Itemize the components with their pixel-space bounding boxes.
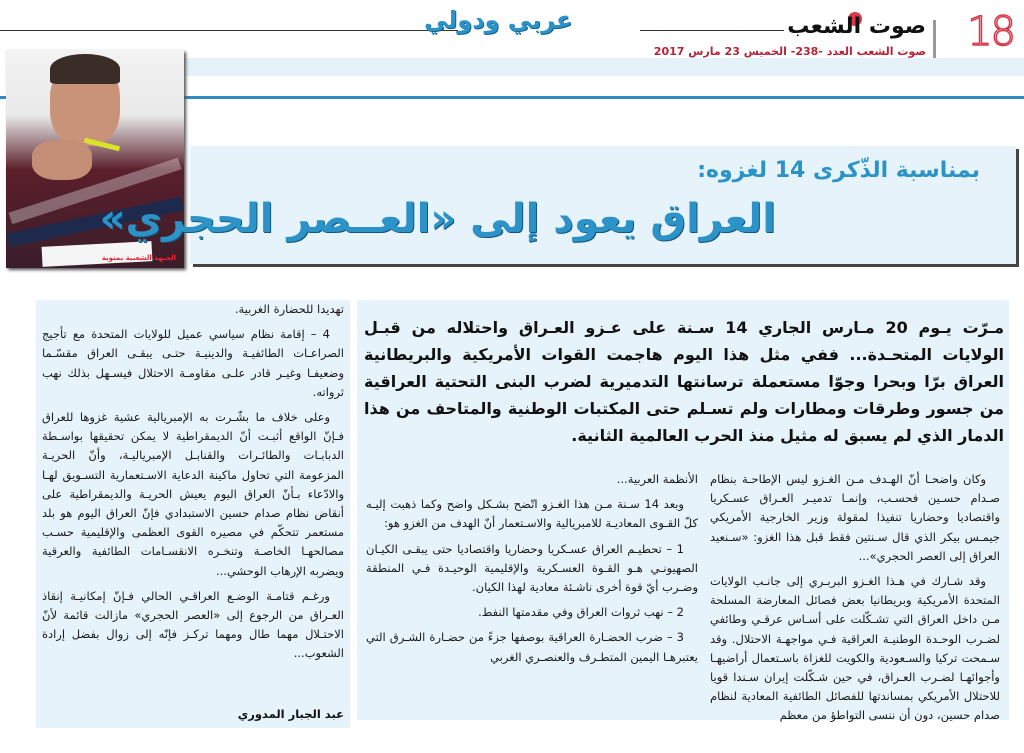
article-headline: العراق يعود إلى «العــصر الحجري» <box>99 196 776 242</box>
paragraph: تهديدا للحضارة الغربية. <box>234 302 344 316</box>
column-right <box>710 470 1000 732</box>
paragraph: وبعد 14 سـنة مـن هذا الغـزو اتّضح بشـكل واضح وكما ذهبت إليـه كلّ القـوى المعاديـة للامبريالية والاسـتعمار أنّ الهدف من الغزو هو: <box>366 497 698 531</box>
photo-credit: الجبهة الشعبية بمنوبة <box>101 254 176 262</box>
article-lead: مـرّت يـوم 20 مـارس الجاري 14 سـنة على عـزو العـراق واحتلاله من قبـل الولايات المتحـدة... ففي مثل هذا اليوم هاجمت القوات الأمريكية والبريطانية العراق برّا وبحرا وجوّا مستعملة ترسانتها التدميرية لضرب البنى التحتية العراقية من جسور وطرقات ومطارات ولم تسـلم حتى المكتبات الوطنية والمتاحف من هذا الدمار الذي لم يسبق له مثيل منذ الحرب العالمية الثانية. <box>364 318 1005 445</box>
list-item: 2 – نهب ثروات العراق وفي مقدمتها النفط. <box>478 605 684 620</box>
paragraph: الأنظمة العربية... <box>616 472 698 486</box>
list-item: 1 – تحطيـم العراق عسـكريا وحضاريا واقتصاديا حتى يبقـى الكيـان الصهيونـي هـو القـوة العسـكرية والإقليمية الوحيـدة فـي المنطقة وضـرب أيّ قوة أخرى ناشـئة معادية لهذا الكيان. <box>366 541 698 595</box>
issue-line: صوت الشعب العدد -238- الخميس 23 مارس 2017 <box>653 45 926 58</box>
paragraph: وعلى خلاف ما بشّـرت به الإمبريالية عشية غزوها للعراق فـإنّ الواقع أثبـت أنّ الديمقراطية لا يمكن تحقيقها بواسـطة الدبابـات والطائـرات والقنابـل الإمبرياليـة، وأنّ الحريـة المزعومة التي تحاول ماكينة الدعاية الاسـتعمارية التسـويق لهـا والادّعاء بـأنّ العراق اليوم يعيش الحريـة والديمقراطية على أنقاض نظام صدام حسين الاستبدادي فإنّ العراق اليوم هو بلد مستعمر تتحكّم في مصيره القوى العظمى والإقليمية حسـب مصالحهـا الخاصـة وتنخـره الانقسـامات الطائفية والعرقية ويضربه الإرهاب الوحشي... <box>42 410 344 578</box>
author-byline: عبد الجبار المدوري <box>237 707 344 721</box>
column-middle <box>366 470 698 673</box>
column-left <box>42 300 344 670</box>
list-item: 4 – إقامة نظام سياسي عميل للولايات المتحدة مع تأجيج الصراعـات الطائفيـة والدينيـة حتـى يبقـى العراق مقسّـما وضعيفـا وغيـر قادر علـى مقاومـة الاحتلال فيسـهل بذلك نهب ثرواته. <box>42 327 344 399</box>
header-rule-left <box>200 30 458 31</box>
paragraph: وكان واضحـا أنّ الهـدف مـن الغـزو ليس الإطاحـة بنظام صـدام حسـين فحسـب، وإنمـا تدميـر العـراق عسـكريا واقتصاديا وحضاريا تنفيذا لمقولة وزير الخارجية الأمريكي جيمـس بيكر الذي قال سـنتين فقط قبل هذا الغزو: «سـنعيد العراق إلى العصر الحجري»... <box>710 472 1000 563</box>
header-separator <box>933 20 936 60</box>
list-item: 3 – ضرب الحضـارة العراقية بوصفها جزءً من حضـارة الشـرق التي يعتبرهـا اليمين المتطـرف والعنصـري الغربي <box>366 630 698 664</box>
header-rule-left-edge <box>0 30 200 31</box>
header-blue-strip <box>180 58 1024 76</box>
newspaper-logo: صوت الشعب <box>787 14 926 39</box>
section-title: عربي ودولي <box>424 6 573 34</box>
paragraph: وقد شـارك في هـذا الغـزو البربـري إلى جانـب الولايات المتحدة الأمريكية وبريطانيا بعض فصائل المعارضة المسلحة مـن داخل العراق التي تشـكّلت على أسـاس عرقـي وطائفي لضـرب الوحـدة الوطنيـة العراقية فـي مواجهـة الاحتلال. وقد سـمحت تركيا والسـعودية والكويت للغزاة باسـتعمال أراضيهـا وأجوائهـا لضـرب العـراق، في حين شـكّلت إيران سـندا قويا للاحتلال الأمريكي بمساندتها للفصائل الطائفية المعادية لنظام صدام حسين، دون أن ننسى التواطؤ من معظم <box>710 574 1000 723</box>
paragraph: ورغـم قتامـة الوضـع العراقـي الحالي فـإنّ إمكانيـة إنقاذ العـراق من الرجوع إلى «العصر الحجري» مازالت قائمة لأنّ الاحتـلال مهما طال ومهما تركـز فإنّه إلى زوال بفضل إرادة الشعوب... <box>42 588 344 661</box>
page-number: 18 <box>967 9 1014 55</box>
article-kicker: بمناسبة الذّكرى 14 لغزوه: <box>697 158 980 183</box>
header-rule-right <box>640 30 784 31</box>
